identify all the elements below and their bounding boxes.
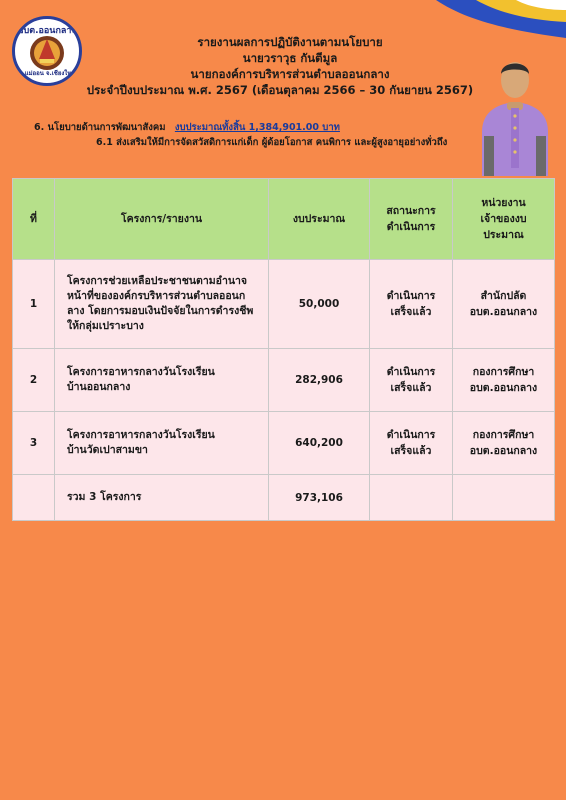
logo-top-text: อบต.ออนกลาง: [18, 26, 76, 36]
agency-line: อบต.ออนกลาง: [469, 445, 538, 457]
project-name-line: บ้านออนกลาง: [67, 381, 131, 393]
table-row: [13, 260, 555, 349]
header-status-line2: ดำเนินการ: [386, 221, 436, 233]
policy-title: 6. นโยบายด้านการพัฒนาสังคม: [34, 122, 166, 133]
header-status-line1: สถานะการ: [386, 205, 436, 217]
organization-logo: [12, 16, 82, 86]
table-header-row: [13, 179, 555, 260]
mayor-portrait: [476, 36, 554, 176]
project-agency: [453, 349, 555, 412]
status-line: ดำเนินการ: [386, 366, 436, 378]
total-empty-cell: [13, 475, 55, 521]
project-budget: 50,000: [269, 260, 370, 349]
logo-bottom-text: อ.แม่ออน จ.เชียงใหม่: [18, 70, 76, 77]
project-status: [370, 260, 453, 349]
agency-line: อบต.ออนกลาง: [469, 306, 538, 318]
project-agency: [453, 260, 555, 349]
project-status: [370, 412, 453, 475]
agency-line: สำนักปลัด: [480, 290, 527, 302]
table-row: [13, 412, 555, 475]
project-name: [55, 260, 269, 349]
project-status: [370, 349, 453, 412]
project-budget: 640,200: [269, 412, 370, 475]
header-agency-line1: หน่วยงาน: [481, 197, 526, 209]
total-empty-cell: [370, 475, 453, 521]
header-agency: [453, 179, 555, 260]
header-agency-line2: เจ้าของงบ: [480, 213, 527, 225]
project-table: [12, 178, 555, 521]
total-empty-cell: [453, 475, 555, 521]
project-name-line: โครงการอาหารกลางวันโรงเรียน: [67, 429, 215, 441]
mayor-position: นายกองค์การบริหารส่วนตำบลออนกลาง: [190, 67, 390, 81]
status-line: เสร็จแล้ว: [390, 306, 432, 318]
subpolicy-heading: 6.1 ส่งเสริมให้มีการจัดสวัสดิการแก่เด็ก ผู้ด้อยโอกาส คนพิการ และผู้สูงอายุอย่างทั่วถึง: [96, 137, 448, 148]
status-line: ดำเนินการ: [386, 429, 436, 441]
header-status: [370, 179, 453, 260]
header-no: ที่: [13, 179, 55, 260]
header-agency-line3: ประมาณ: [483, 229, 524, 241]
policy-heading: [34, 120, 340, 135]
row-number: 3: [13, 412, 55, 475]
agency-line: อบต.ออนกลาง: [469, 382, 538, 394]
project-budget: 282,906: [269, 349, 370, 412]
total-label: รวม 3 โครงการ: [55, 475, 269, 521]
row-number: 1: [13, 260, 55, 349]
status-line: เสร็จแล้ว: [390, 445, 432, 457]
fiscal-year: ประจำปีงบประมาณ พ.ศ. 2567 (เดือนตุลาคม 2566 – 30 กันยายน 2567): [86, 83, 474, 97]
project-name-line: โครงการอาหารกลางวันโรงเรียน: [67, 366, 215, 378]
agency-line: กองการศึกษา: [472, 366, 535, 378]
project-name-line: ให้กลุ่มเปราะบาง: [67, 320, 144, 332]
project-name-line: ลาง โดยการมอบเงินปัจจัยในการดำรงชีพ: [67, 305, 254, 317]
report-title: รายงานผลการปฏิบัติงานตามนโยบาย: [197, 35, 383, 49]
header-budget: งบประมาณ: [269, 179, 370, 260]
table-row: [13, 349, 555, 412]
project-name-line: บ้านวัดเปาสามขา: [67, 444, 148, 456]
project-name: [55, 412, 269, 475]
project-name-line: โครงการช่วยเหลือประชาชนตามอำนาจ: [67, 275, 248, 287]
mayor-name: นายวราวุธ กันตีมูล: [242, 51, 338, 65]
project-name: [55, 349, 269, 412]
project-agency: [453, 412, 555, 475]
status-line: ดำเนินการ: [386, 290, 436, 302]
project-name-line: หน้าที่ขององค์กรบริหารส่วนตำบลออนก: [67, 290, 246, 302]
header-project: โครงการ/รายงาน: [55, 179, 269, 260]
status-line: เสร็จแล้ว: [390, 382, 432, 394]
agency-line: กองการศึกษา: [472, 429, 535, 441]
row-number: 2: [13, 349, 55, 412]
policy-total-budget: งบประมาณทั้งสิ้น 1,384,901.00 บาท: [174, 122, 340, 133]
total-budget: 973,106: [269, 475, 370, 521]
table-total-row: [13, 475, 555, 521]
